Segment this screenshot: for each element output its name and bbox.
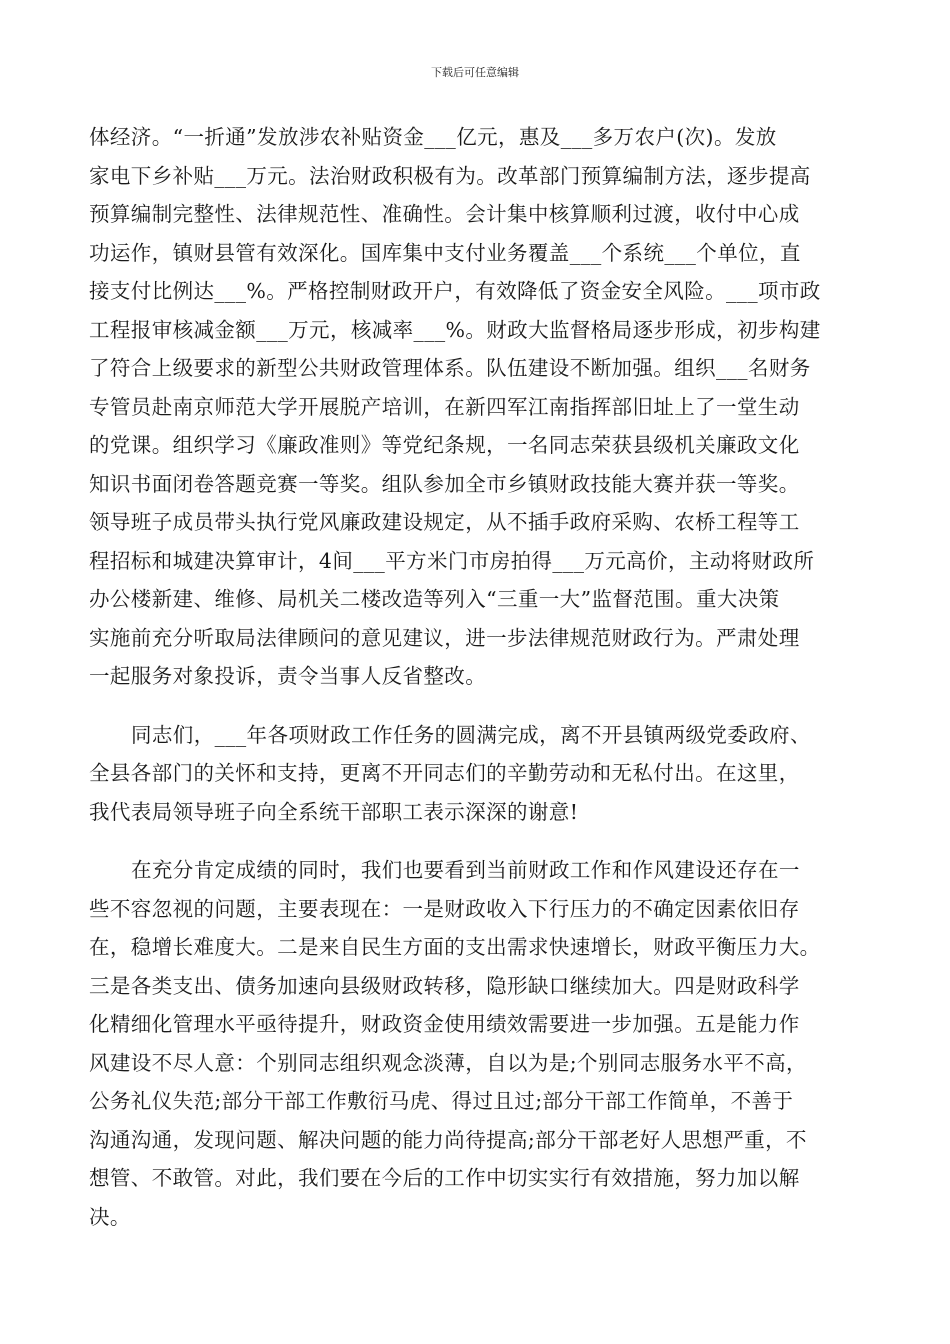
document-body	[89, 118, 864, 1236]
page-header-note: 下载后可任意编辑	[431, 66, 519, 79]
paragraph-spacer	[89, 696, 864, 716]
paragraph-achievements: 体经济。“一折通”发放涉农补贴资金___亿元，惠及___多万农户(次)。发放 家电下乡补贴___万元。法治财政积极有为。改革部门预算编制方法，逐步提高 预算编制完整性、法律规范性、准确性。会计集中核算顺利过渡，收付中心成 功运作，镇财县管有效深化。国库集中支付业务覆盖___个系统___个单位，直 接支付比例达___%。严格控制财政开户，有效降低了资金安全风险。___项市政 工程报审核减金额___万元，核减率___%。财政大监督格局逐步形成，初步构建 了符合上级要求的新型公共财政管理体系。队伍建设不断加强。组织___名财务 专管员赴南京师范大学开展脱产培训，在新四军江南指挥部旧址上了一堂生动 的党课。组织学习《廉政准则》等党纪条规，一名同志荣获县级机关廉政文化 知识书面闭卷答题竞赛一等奖。组队参加全市乡镇财政技能大赛并获一等奖。 领导班子成员带头执行党风廉政建设规定，从不插手政府采购、农桥工程等工 程招标和城建决算审计，4间___平方米门市房拍得___万元高价，主动将财政所 办公楼新建、维修、局机关二楼改造等列入“三重一大”监督范围。重大决策 实施前充分听取局法律顾问的意见建议，进一步法律规范财政行为。严肃处理 一起服务对象投诉，责令当事人反省整改。	[89, 125, 821, 688]
paragraph-problems: 在充分肯定成绩的同时，我们也要看到当前财政工作和作风建设还存在一 些不容忽视的问题，主要表现在：一是财政收入下行压力的不确定因素依旧存 在，稳增长难度大。二是来自民生方面的支出需求快速增长，财政平衡压力大。 三是各类支出、债务加速向县级财政转移，隐形缺口继续加大。四是财政科学 化精细化管理水平亟待提升，财政资金使用绩效需要进一步加强。五是能力作 风建设不尽人意：个别同志组织观念淡薄，自以为是;个别同志服务水平不高， 公务礼仪失范;部分干部工作敷衍马虎、得过且过;部分干部工作简单，不善于 沟通沟通，发现问题、解决问题的能力尚待提高;部分干部老好人思想严重，不 想管、不敢管。对此，我们要在今后的工作中切实实行有效措施，努力加以解 决。	[89, 858, 821, 1229]
paragraph-thanks: 同志们，___年各项财政工作任务的圆满完成，离不开县镇两级党委政府、 全县各部门的关怀和支持，更离不开同志们的辛勤劳动和无私付出。在这里， 我代表局领导班子向全系统干部职工表示深深的谢意!	[89, 722, 811, 824]
paragraph-spacer	[89, 831, 864, 851]
